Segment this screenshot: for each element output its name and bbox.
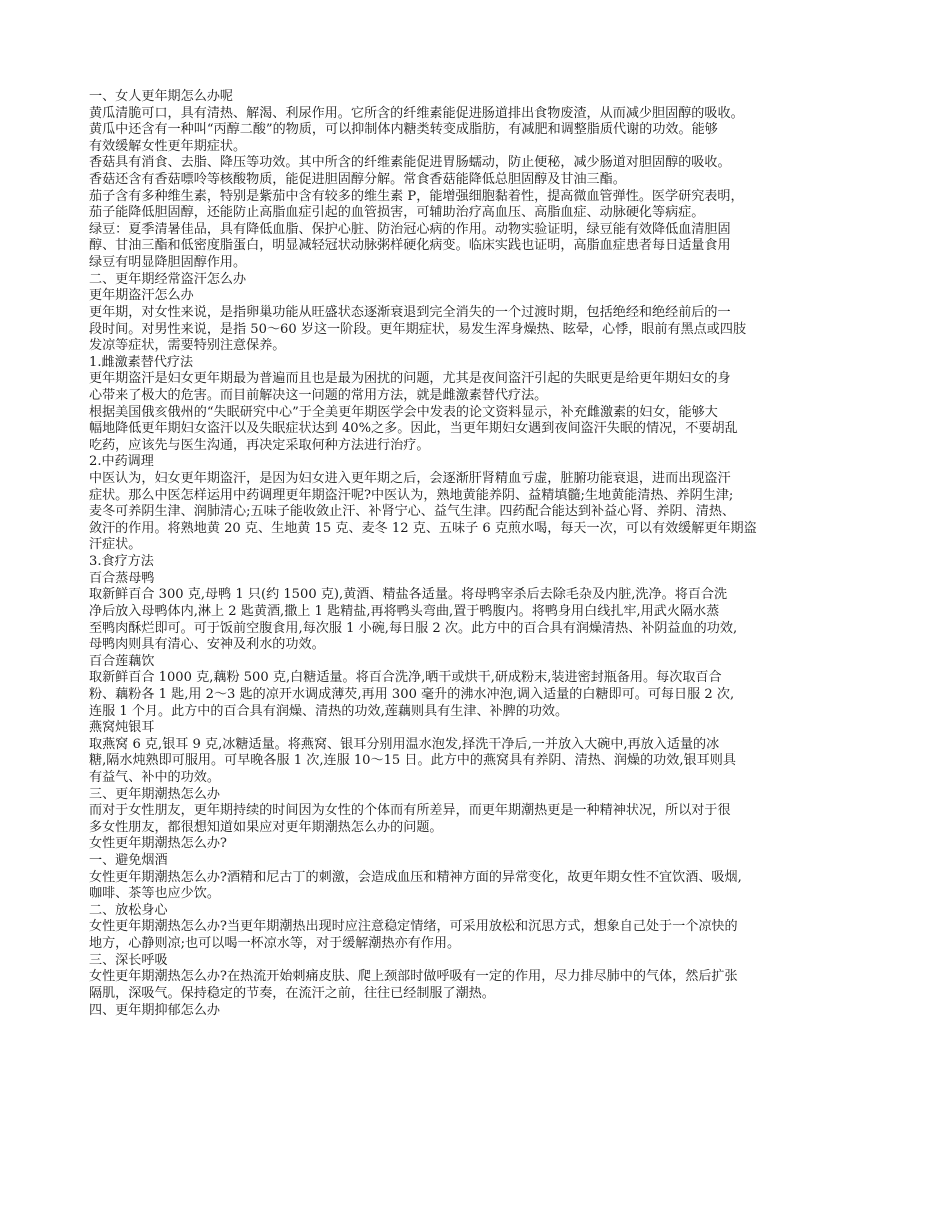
text-line: 更年期盗汗是妇女更年期最为普遍而且也是最为困扰的问题，尤其是夜间盗汗引起的失眠更是给更年期妇女的身 [89, 371, 731, 387]
text-line: 黄瓜清脆可口，具有清热、解渴、利尿作用。它所含的纤维素能促进肠道排出食物废渣，从而减少胆固醇的吸收。 [89, 105, 744, 121]
text-line: 2.中药调理 [89, 454, 154, 470]
text-line: 百合莲藕饮 [89, 653, 155, 669]
text-line: 绿豆：夏季清暑佳品，具有降低血脂、保护心脏、防治冠心病的作用。动物实验证明，绿豆能有效降低血清胆固 [89, 221, 731, 237]
text-line: 百合蒸母鸭 [89, 570, 155, 586]
text-line: 有益气、补中的功效。 [89, 769, 220, 785]
text-line: 1.雌激素替代疗法 [89, 354, 194, 370]
text-line: 女性更年期潮热怎么办?在热流开始刺痛皮肤、爬上颈部时做呼吸有一定的作用，尽力排尽肺中的气体，然后扩张 [89, 969, 738, 985]
text-line: 心带来了极大的危害。而目前解决这一问题的常用方法，就是雌激素替代疗法。 [89, 387, 548, 403]
text-line: 绿豆有明显降胆固醇作用。 [89, 255, 247, 271]
text-line: 症状。那么中医怎样运用中药调理更年期盗汗呢?中医认为，熟地黄能养阴、益精填髓;生地黄能清热、养阴生津; [89, 487, 734, 503]
text-line: 香菇还含有香菇嘌呤等核酸物质，能促进胆固醇分解。常食香菇能降低总胆固醇及甘油三酯。 [89, 172, 626, 188]
text-line: 而对于女性朋友，更年期持续的时间因为女性的个体而有所差异，而更年期潮热更是一种精神状况，所以对于很 [89, 803, 731, 819]
text-line: 吃药，应该先与医生沟通，再决定采取何种方法进行治疗。 [89, 437, 430, 453]
text-line: 醇、甘油三酯和低密度脂蛋白，明显减轻冠状动脉粥样硬化病变。临床实践也证明，高脂血症患者每日适量食用 [89, 238, 731, 254]
text-line: 四、更年期抑郁怎么办 [89, 1002, 220, 1018]
text-line: 女性更年期潮热怎么办?当更年期潮热出现时应注意稳定情绪，可采用放松和沉思方式，想象自己处于一个凉快的 [89, 919, 738, 935]
text-line: 燕窝炖银耳 [89, 720, 155, 736]
text-line: 一、女人更年期怎么办呢 [89, 89, 234, 104]
text-line: 咖啡、茶等也应少饮。 [89, 886, 220, 902]
text-line: 二、更年期经常盗汗怎么办 [89, 271, 247, 287]
text-line: 取燕窝 6 克,银耳 9 克,冰糖适量。将燕窝、银耳分别用温水泡发,择洗干净后,一并放入大碗中,再放入适量的冰 [89, 736, 720, 752]
text-line: 地方，心静则凉;也可以喝一杯凉水等，对于缓解潮热亦有作用。 [89, 936, 461, 952]
text-line: 黄瓜中还含有一种叫“丙醇二酸”的物质，可以抑制体内糖类转变成脂肪，有减肥和调整脂质代谢的功效。能够 [89, 122, 718, 138]
text-line: 连服 1 个月。此方中的百合具有润燥、清热的功效,莲藕则具有生津、补脾的功效。 [89, 703, 569, 719]
text-line: 茄子能降低胆固醇，还能防止高脂血症引起的血管损害，可辅助治疗高血压、高脂血症、动脉硬化等病症。 [89, 205, 705, 221]
text-line: 母鸭肉则具有清心、安神及利水的功效。 [89, 637, 325, 653]
text-line: 根据美国俄亥俄州的“失眠研究中心”于全美更年期医学会中发表的论文资料显示，补充雌激素的妇女，能够大 [89, 404, 718, 420]
text-line: 中医认为，妇女更年期盗汗，是因为妇女进入更年期之后，会逐渐肝肾精血亏虚，脏腑功能衰退，进而出现盗汗 [89, 471, 731, 487]
text-line: 三、更年期潮热怎么办 [89, 786, 220, 802]
text-line: 女性更年期潮热怎么办? [89, 836, 227, 852]
text-line: 取新鲜百合 1000 克,藕粉 500 克,白糖适量。将百合洗净,晒干或烘干,研成粉末,装进密封瓶备用。每次取百合 [89, 670, 722, 686]
text-line: 有效缓解女性更年期症状。 [89, 138, 247, 154]
text-line: 香菇具有消食、去脂、降压等功效。其中所含的纤维素能促进胃肠蠕动，防止便秘，减少肠道对胆固醇的吸收。 [89, 155, 731, 171]
text-line: 段时间。对男性来说，是指 50～60 岁这一阶段。更年期症状，易发生浑身燥热、眩晕，心悸，眼前有黑点或四肢 [89, 321, 747, 337]
text-line: 取新鲜百合 300 克,母鸭 1 只(约 1500 克),黄酒、精盐各适量。将母鸭宰杀后去除毛杂及内脏,洗净。将百合洗 [89, 587, 728, 603]
text-line: 糖,隔水炖熟即可服用。可早晚各服 1 次,连服 10～15 日。此方中的燕窝具有养阴、清热、润燥的功效,银耳则具 [89, 753, 736, 769]
text-line: 幅地降低更年期妇女盗汗以及失眠症状达到 40%之多。因此，当更年期妇女遇到夜间盗汗失眠的情况，不要胡乱 [89, 421, 738, 437]
text-line: 更年期，对女性来说，是指卵巢功能从旺盛状态逐渐衰退到完全消失的一个过渡时期，包括绝经和绝经前后的一 [89, 304, 731, 320]
text-line: 二、放松身心 [89, 902, 168, 918]
text-line: 更年期盗汗怎么办 [89, 288, 194, 304]
text-line: 净后放入母鸭体内,淋上 2 匙黄酒,撒上 1 匙精盐,再将鸭头弯曲,置于鸭腹内。将鸭身用白线扎牢,用武火隔水蒸 [89, 603, 720, 619]
text-line: 茄子含有多种维生素，特别是紫茄中含有较多的维生素 P，能增强细胞黏着性，提高微血管弹性。医学研究表明， [89, 188, 744, 204]
text-line: 麦冬可养阴生津、润肺清心;五味子能收敛止汗、补肾宁心、益气生津。四药配合能达到补益心肾、养阴、清热、 [89, 504, 736, 520]
text-line: 发凉等症状，需要特别注意保养。 [89, 338, 286, 354]
text-line: 女性更年期潮热怎么办?酒精和尼古丁的刺激，会造成血压和精神方面的异常变化，故更年期女性不宜饮酒、吸烟, [89, 869, 742, 885]
document-body [89, 89, 861, 1019]
text-line: 3.食疗方法 [89, 554, 154, 570]
text-line: 隔肌，深吸气。保持稳定的节奏，在流汗之前，往往已经制服了潮热。 [89, 985, 495, 1001]
text-line: 至鸭肉酥烂即可。可于饭前空腹食用,每次服 1 小碗,每日服 2 次。此方中的百合具有润燥清热、补阴益血的功效, [89, 620, 738, 636]
text-line: 粉、藕粉各 1 匙,用 2～3 匙的凉开水调成薄芡,再用 300 毫升的沸水冲泡,调入适量的白糖即可。可每日服 2 次, [89, 686, 735, 702]
text-line: 多女性朋友，都很想知道如果应对更年期潮热怎么办的问题。 [89, 819, 443, 835]
text-line: 敛汗的作用。将熟地黄 20 克、生地黄 15 克、麦冬 12 克、五味子 6 克煎水喝，每天一次，可以有效缓解更年期盗 [89, 520, 757, 536]
text-line: 三、深长呼吸 [89, 952, 168, 968]
text-line: 汗症状。 [89, 537, 142, 553]
text-line: 一、避免烟酒 [89, 853, 168, 869]
